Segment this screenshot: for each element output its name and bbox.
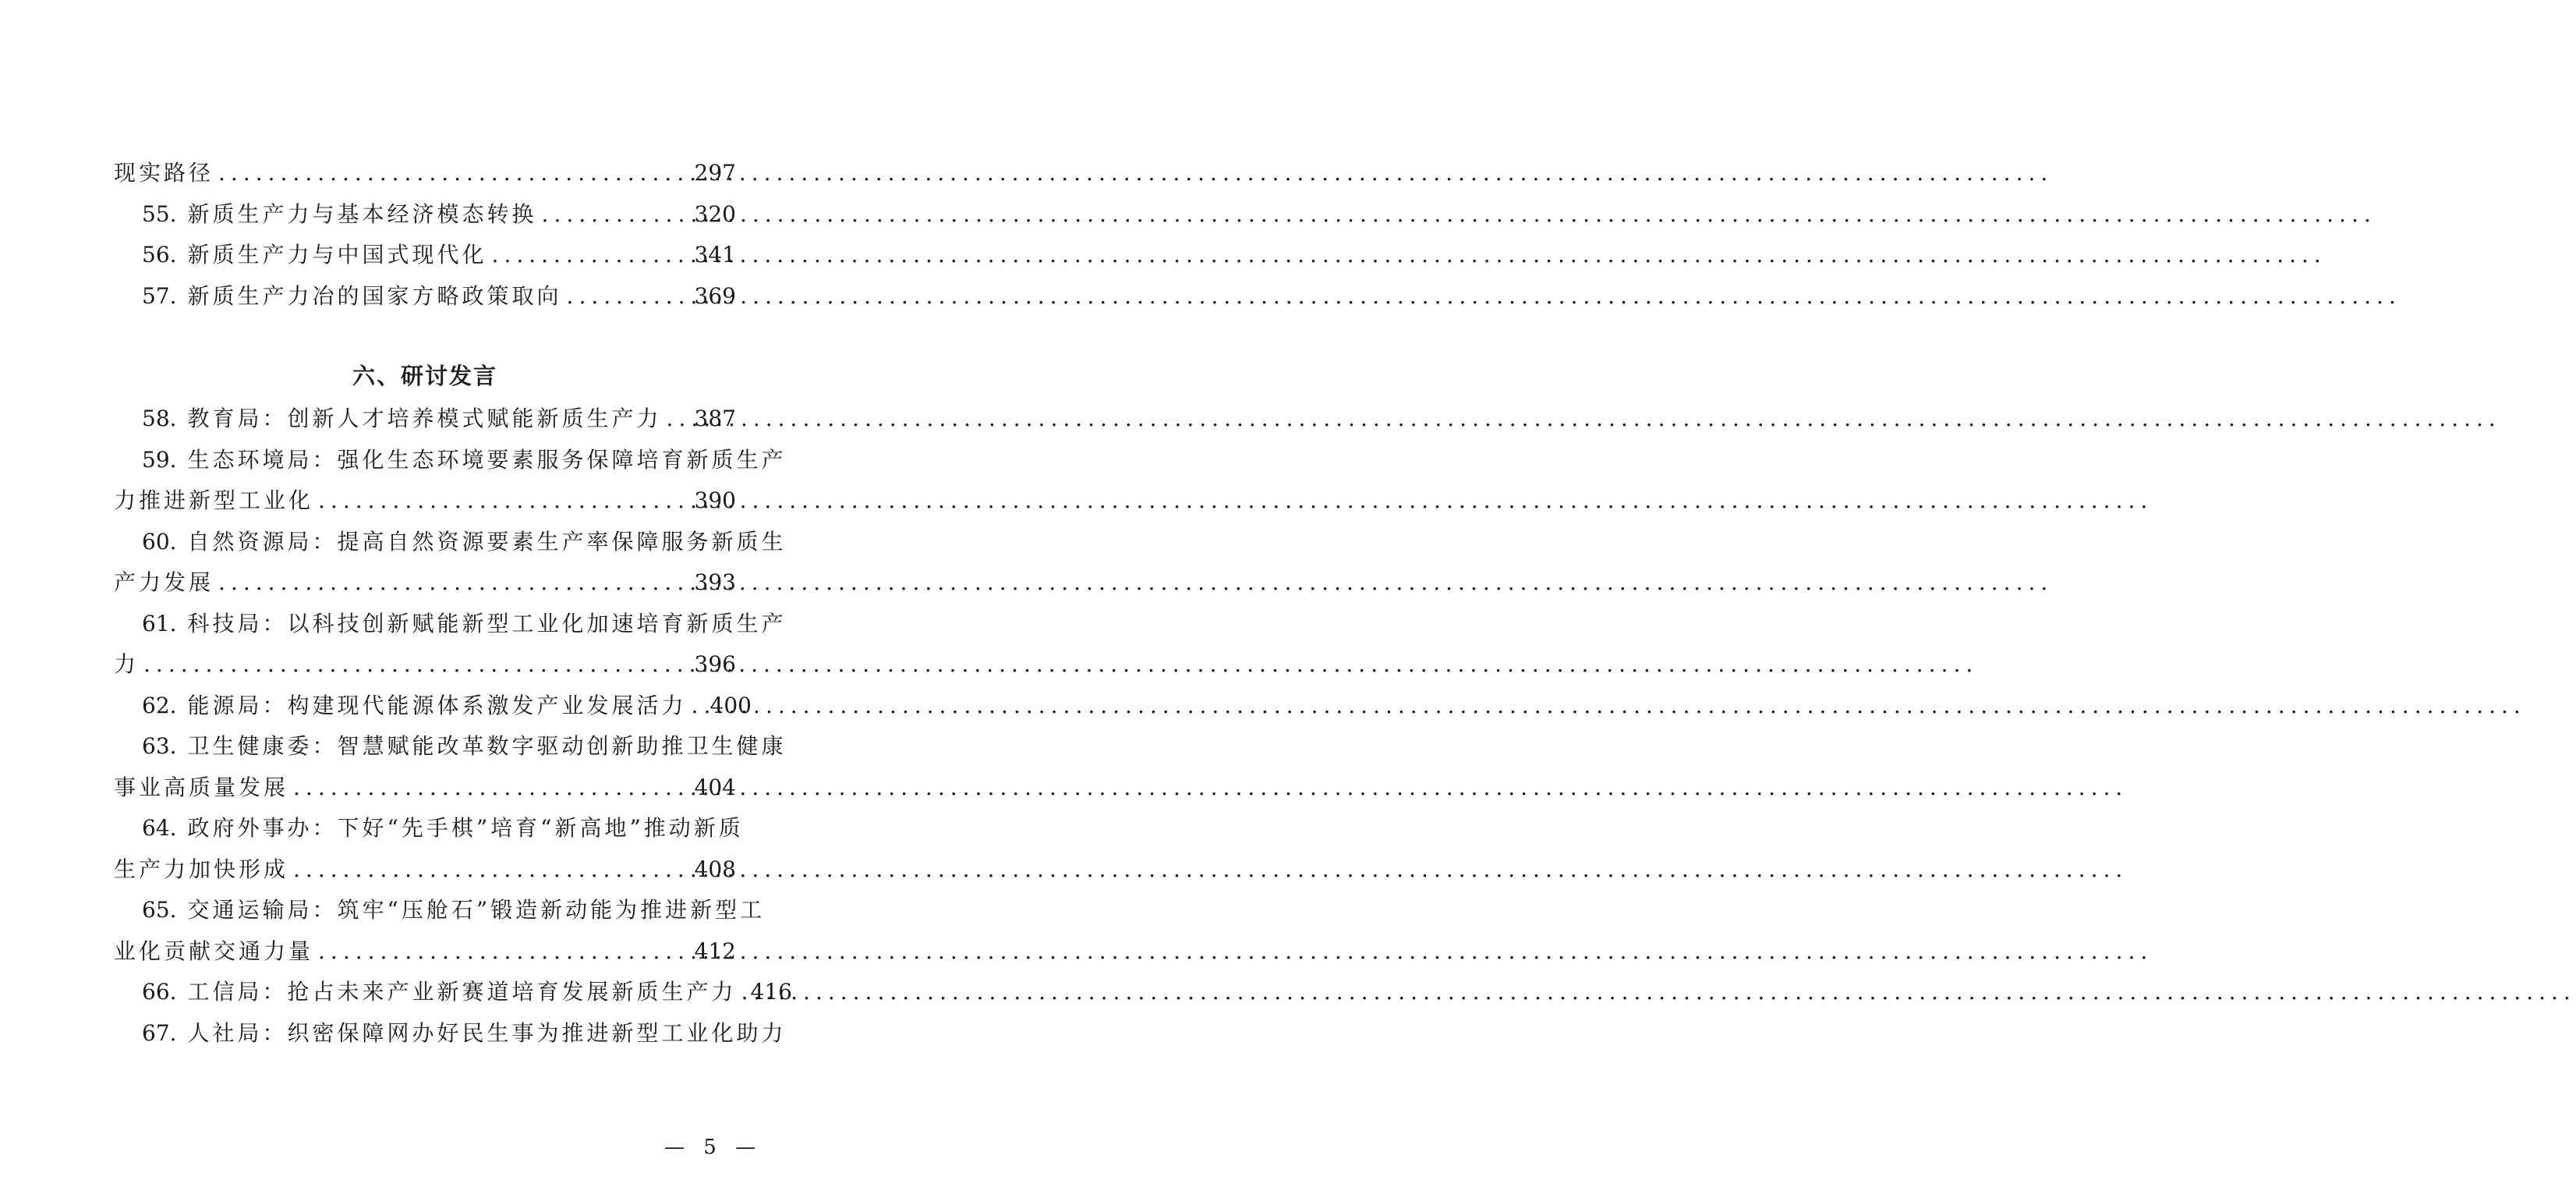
- toc-entry-text: 事业高质量发展: [114, 774, 289, 800]
- toc-entry-61: [114, 604, 787, 645]
- toc-leader-dots: [542, 194, 692, 236]
- toc-leader-dots: [143, 644, 692, 686]
- toc-entry-number: 60.: [142, 528, 177, 555]
- toc-entry-text: 新质生产力与中国式现代化: [187, 242, 487, 268]
- toc-leader-dots: [293, 849, 692, 891]
- toc-leader-dots: [218, 562, 692, 604]
- toc-entry-64-cont: [114, 849, 736, 891]
- toc-entry-text: 教育局：创新人才培养模式赋能新质生产力: [187, 406, 662, 431]
- toc-entry-text: 政府外事办：下好“先手棋”培育“新高地”推动新质: [187, 815, 744, 841]
- toc-entry-text: 新质生产力冶的国家方略政策取向: [187, 282, 562, 309]
- toc-entry-number: 56.: [142, 242, 177, 268]
- toc-entry-number: 62.: [142, 692, 177, 718]
- toc-entry-59: [114, 440, 787, 481]
- toc-entry-number: 57.: [142, 282, 177, 309]
- toc-entry-65-cont: [114, 931, 736, 973]
- toc-entry-55: [114, 194, 736, 236]
- toc-top-block: [114, 153, 736, 317]
- toc-entry-text: 产力发展: [114, 569, 214, 595]
- toc-page-number: 408: [694, 856, 736, 882]
- toc-entry-60: [114, 522, 787, 563]
- toc-section-entries: [114, 399, 792, 1054]
- toc-page-number: 393: [694, 569, 736, 595]
- toc-page-number: 390: [694, 487, 736, 513]
- toc-entry-text: 科技局：以科技创新赋能新型工业化加速培育新质生产: [187, 610, 787, 636]
- toc-leader-dots: [667, 399, 692, 440]
- toc-entry-text: 生态环境局：强化生态环境要素服务保障培育新质生产: [187, 446, 787, 473]
- toc-entry-66: [114, 972, 792, 1013]
- toc-entry-continuation: [114, 153, 736, 194]
- toc-page: [114, 153, 792, 1054]
- toc-entry-63-cont: [114, 767, 736, 809]
- toc-entry-62: [114, 686, 752, 727]
- toc-page-number: 369: [694, 282, 736, 309]
- toc-page-number: 404: [694, 774, 736, 800]
- toc-entry-57: [114, 276, 736, 317]
- toc-entry-number: 55.: [142, 200, 177, 227]
- toc-entry-number: 58.: [142, 406, 177, 431]
- toc-entry-text: 力: [114, 651, 140, 677]
- toc-leader-dots: [318, 480, 692, 522]
- toc-page-number: 341: [694, 242, 736, 268]
- toc-entry-text: 能源局：构建现代能源体系激发产业发展活力: [187, 692, 687, 718]
- toc-leader-dots: [567, 276, 692, 317]
- toc-page-number: 297: [694, 160, 736, 186]
- section-heading: 六、研讨发言: [352, 363, 497, 389]
- toc-page-number: 396: [694, 651, 736, 677]
- toc-leader-dots: [293, 767, 692, 809]
- toc-entry-56: [114, 235, 736, 276]
- toc-page-number: 412: [694, 938, 736, 964]
- toc-entry-text: 现实路径: [114, 160, 214, 186]
- toc-entry-number: 63.: [142, 733, 177, 759]
- toc-entry-58: [114, 399, 736, 440]
- toc-entry-67: [114, 1013, 787, 1055]
- toc-entry-text: 自然资源局：提高自然资源要素生产率保障服务新质生: [187, 528, 787, 555]
- toc-entry-59-cont: [114, 480, 736, 522]
- toc-entry-number: 59.: [142, 446, 177, 473]
- toc-page-number: 400: [709, 692, 752, 718]
- toc-leader-dots: [492, 235, 692, 276]
- toc-entry-60-cont: [114, 562, 736, 604]
- toc-entry-text: 生产力加快形成: [114, 856, 289, 882]
- toc-entry-text: 业化贡献交通力量: [114, 938, 314, 964]
- toc-leader-dots: [218, 153, 692, 194]
- toc-entry-text: 新质生产力与基本经济模态转换: [187, 200, 537, 227]
- toc-entry-text: 交通运输局：筑牢“压舱石”锻造新动能为推进新型工: [187, 897, 766, 923]
- toc-entry-text: 人社局：织密保障网办好民生事为推进新型工业化助力: [187, 1019, 787, 1046]
- toc-entry-63: [114, 726, 787, 767]
- toc-leader-dots: [318, 931, 692, 973]
- page-footer-number: — 5 —: [664, 1136, 763, 1159]
- toc-entry-text: 力推进新型工业化: [114, 487, 314, 513]
- toc-entry-number: 67.: [142, 1019, 177, 1046]
- toc-entry-number: 64.: [142, 815, 177, 841]
- toc-leader-dots: [741, 972, 748, 1013]
- toc-page-number: 416: [750, 979, 792, 1005]
- toc-entry-65: [114, 890, 766, 931]
- toc-leader-dots: [692, 686, 707, 727]
- toc-entry-number: 65.: [142, 897, 177, 923]
- toc-page-number: 387: [694, 406, 736, 431]
- toc-page-number: 320: [694, 200, 736, 227]
- toc-entry-number: 61.: [142, 610, 177, 636]
- toc-entry-64: [114, 808, 744, 849]
- toc-entry-text: 卫生健康委：智慧赋能改革数字驱动创新助推卫生健康: [187, 733, 787, 759]
- toc-entry-text: 工信局：抢占未来产业新赛道培育发展新质生产力: [187, 979, 737, 1005]
- toc-entry-61-cont: [114, 644, 736, 686]
- toc-entry-number: 66.: [142, 979, 177, 1005]
